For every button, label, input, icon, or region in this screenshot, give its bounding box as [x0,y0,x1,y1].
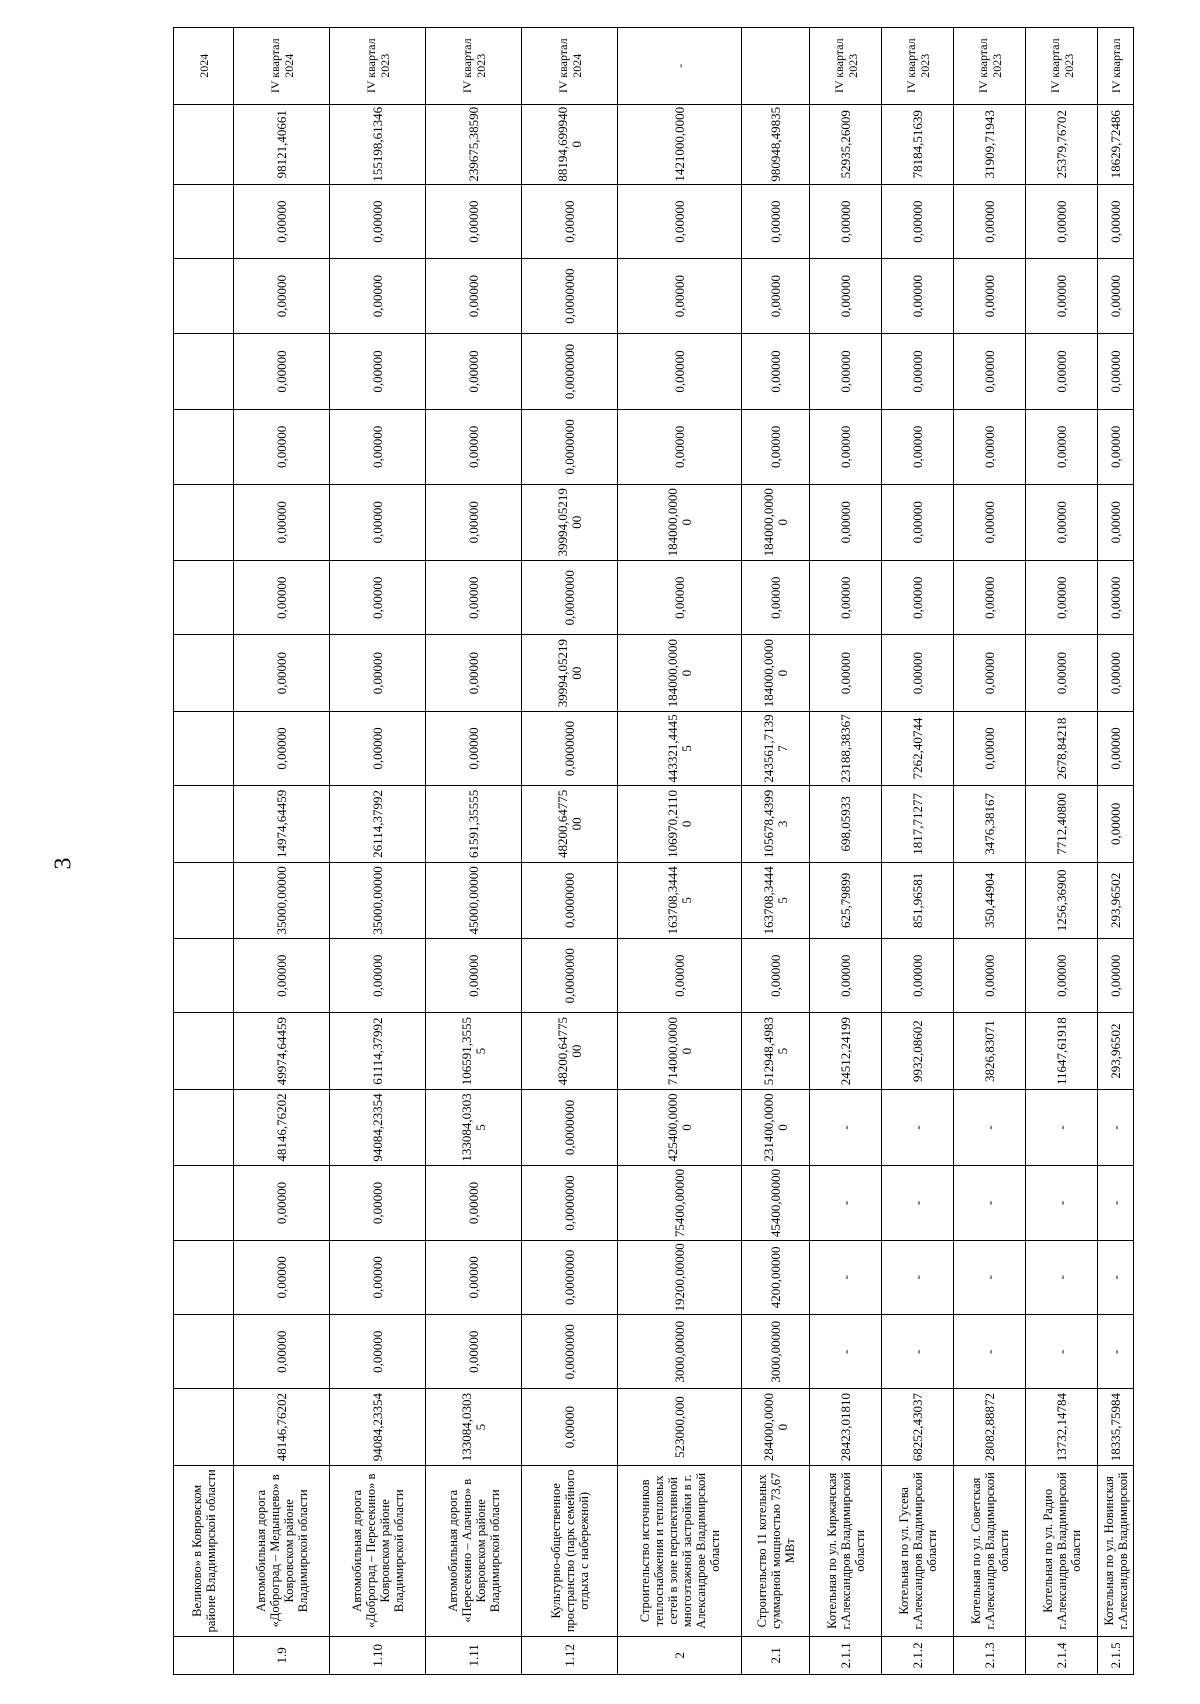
amount-cell: 94084,23354 [330,1389,426,1465]
amount-cell: 0,00000 [426,711,522,785]
table-row [174,28,234,1675]
amount-cell: 0,00000 [954,484,1026,560]
amount-cell: 25379,76702 [1026,104,1098,184]
object-name: Автомобильная дорога «Пересекино – Алачино» в Ковровском районе Владимирской области [426,1465,522,1636]
amount-cell: 45000,00000 [426,862,522,938]
object-name: Котельная по ул. Киржачская г.Александров Владимирской области [810,1465,882,1636]
amount-cell: 48146,76202 [234,1089,330,1165]
amount-cell: 0,0000000 [522,1089,618,1165]
amount-cell: 0,00000 [522,1389,618,1465]
amount-cell: 239675,38590 [426,104,522,184]
amount-cell: 0,00000 [234,1315,330,1389]
amount-cell: 0,00000 [618,259,742,333]
amount-cell: 106970,21100 [618,786,742,862]
amount-cell: - [882,1166,954,1240]
amount-cell: 1421000,0000 [618,104,742,184]
row-number: 1.9 [234,1636,330,1674]
amount-cell: 133084,03035 [426,1389,522,1465]
amount-cell: 714000,00000 [618,1013,742,1089]
amount-cell: 0,00000 [618,561,742,635]
amount-cell: 0,00000 [810,410,882,484]
amount-cell: - [810,1240,882,1314]
amount-cell: 184000,00000 [742,635,810,711]
amount-cell: 0,00000 [810,484,882,560]
amount-cell: 0,00000 [882,939,954,1013]
object-name: Строительство источников теплоснабжения и тепловых сетей в зоне перспективной многоэтажной застройки в г. Александрове Владимирской области [618,1465,742,1636]
completion-date-cell [742,28,810,105]
amount-cell [174,1166,234,1240]
amount-cell: 0,0000000 [522,410,618,484]
amount-cell: 0,00000 [234,1166,330,1240]
amount-cell: 0,0000000 [522,939,618,1013]
amount-cell: - [882,1089,954,1165]
amount-cell: - [1098,1240,1134,1314]
amount-cell: 0,00000 [426,484,522,560]
amount-cell: 105678,43993 [742,786,810,862]
object-name: Автомобильная дорога «Доброград – Пересекино» в Ковровском районе Владимирской области [330,1465,426,1636]
amount-cell: 68252,43037 [882,1389,954,1465]
amount-cell: 0,00000 [234,410,330,484]
amount-cell: 26114,37992 [330,786,426,862]
amount-cell: 14974,64459 [234,786,330,862]
amount-cell: 0,00000 [742,561,810,635]
amount-cell: - [1098,1089,1134,1165]
amount-cell: 0,00000 [330,1166,426,1240]
budget-table [173,27,1134,1675]
amount-cell: 0,00000 [330,1315,426,1389]
table-row [618,28,742,1675]
amount-cell: 243561,71397 [742,711,810,785]
amount-cell [174,1013,234,1089]
amount-cell: 0,00000 [882,410,954,484]
table-row [330,28,426,1675]
amount-cell: 0,00000 [522,184,618,258]
amount-cell: 24512,24199 [810,1013,882,1089]
amount-cell: 0,00000 [1026,561,1098,635]
amount-cell: 293,96502 [1098,1013,1134,1089]
row-number: 2.1.3 [954,1636,1026,1674]
amount-cell: 231400,00000 [742,1089,810,1165]
amount-cell: 0,00000 [426,939,522,1013]
amount-cell: 0,00000 [426,561,522,635]
amount-cell: 0,00000 [1026,484,1098,560]
amount-cell: 0,00000 [882,184,954,258]
amount-cell: 3826,83071 [954,1013,1026,1089]
amount-cell: 0,00000 [234,711,330,785]
object-name: Культурно-общественное пространство (парк семейного отдыха с набережной) [522,1465,618,1636]
row-number [174,1636,234,1674]
amount-cell: 0,00000 [882,259,954,333]
amount-cell: 0,00000 [426,333,522,409]
amount-cell: - [1026,1240,1098,1314]
table-row [426,28,522,1675]
amount-cell: 0,00000 [234,484,330,560]
amount-cell: 698,05933 [810,786,882,862]
completion-date-cell: IV квартал 2023 [1026,28,1098,105]
amount-cell: 0,00000 [330,410,426,484]
amount-cell: 163708,34445 [618,862,742,938]
amount-cell: 3000,00000 [742,1315,810,1389]
amount-cell: 0,00000 [1098,561,1134,635]
table-row [1098,28,1134,1675]
amount-cell: 0,00000 [954,259,1026,333]
amount-cell: 88194,6999400 [522,104,618,184]
row-number: 2.1.5 [1098,1636,1134,1674]
amount-cell: 0,00000 [882,484,954,560]
amount-cell: 184000,00000 [618,484,742,560]
amount-cell: 0,00000 [954,184,1026,258]
amount-cell: 0,00000 [330,711,426,785]
amount-cell: 35000,00000 [330,862,426,938]
amount-cell: 0,0000000 [522,1166,618,1240]
row-number: 2.1.1 [810,1636,882,1674]
amount-cell: 0,00000 [810,561,882,635]
completion-date-cell: - [618,28,742,105]
amount-cell: 0,00000 [742,184,810,258]
amount-cell: 13732,14784 [1026,1389,1098,1465]
amount-cell [174,410,234,484]
amount-cell: 2678,84218 [1026,711,1098,785]
amount-cell: 48200,6477500 [522,786,618,862]
amount-cell: 0,00000 [330,1240,426,1314]
amount-cell [174,939,234,1013]
amount-cell: 0,00000 [1026,184,1098,258]
amount-cell: 0,00000 [810,939,882,1013]
amount-cell: 0,0000000 [522,711,618,785]
amount-cell: 7712,40800 [1026,786,1098,862]
amount-cell: - [810,1089,882,1165]
amount-cell [174,1315,234,1389]
row-number: 2.1 [742,1636,810,1674]
completion-date-cell: IV квартал 2024 [522,28,618,105]
amount-cell: 523000,000 [618,1389,742,1465]
amount-cell: - [1098,1315,1134,1389]
amount-cell: 61591,35555 [426,786,522,862]
amount-cell: 98121,40661 [234,104,330,184]
amount-cell: 49974,64459 [234,1013,330,1089]
amount-cell: 0,0000000 [522,259,618,333]
table-row [954,28,1026,1675]
table-row [1026,28,1098,1675]
amount-cell: 0,00000 [234,333,330,409]
row-number: 1.10 [330,1636,426,1674]
amount-cell: 0,00000 [618,410,742,484]
amount-cell: 35000,00000 [234,862,330,938]
completion-date-cell: IV квартал 2023 [954,28,1026,105]
amount-cell: 0,00000 [1026,410,1098,484]
amount-cell [174,711,234,785]
amount-cell: 0,00000 [882,333,954,409]
amount-cell: 0,00000 [330,561,426,635]
object-name: Котельная по ул. Радио г.Александров Владимирской области [1026,1465,1098,1636]
amount-cell: 0,00000 [1098,410,1134,484]
amount-cell: 11647,61918 [1026,1013,1098,1089]
amount-cell: 512948,49835 [742,1013,810,1089]
amount-cell: 0,00000 [426,1315,522,1389]
amount-cell: 0,00000 [330,259,426,333]
amount-cell: - [882,1315,954,1389]
amount-cell: 0,00000 [618,939,742,1013]
amount-cell: 0,00000 [810,333,882,409]
amount-cell: 0,00000 [742,410,810,484]
amount-cell [174,1240,234,1314]
amount-cell: 23188,38367 [810,711,882,785]
amount-cell: 0,00000 [426,635,522,711]
amount-cell: 28423,01810 [810,1389,882,1465]
amount-cell: 0,00000 [954,561,1026,635]
amount-cell: 0,00000 [1026,939,1098,1013]
table-row [522,28,618,1675]
amount-cell: 4200,00000 [742,1240,810,1314]
amount-cell: 0,0000000 [522,862,618,938]
amount-cell: 3476,38167 [954,786,1026,862]
row-number: 1.11 [426,1636,522,1674]
amount-cell: - [1098,1166,1134,1240]
amount-cell: 0,00000 [330,484,426,560]
amount-cell: 0,00000 [426,1240,522,1314]
amount-cell: 0,00000 [1098,711,1134,785]
rotated-table-container [173,27,1133,1675]
object-name: Котельная по ул. Гусева г.Александров Владимирской области [882,1465,954,1636]
completion-date-cell: IV квартал [1098,28,1134,105]
amount-cell: 0,00000 [954,635,1026,711]
amount-cell: 31909,71943 [954,104,1026,184]
amount-cell: - [810,1166,882,1240]
completion-date-cell: IV квартал 2023 [810,28,882,105]
amount-cell: 625,79899 [810,862,882,938]
amount-cell: 0,00000 [1098,635,1134,711]
amount-cell: 61114,37992 [330,1013,426,1089]
object-name: Великово» в Ковровском районе Владимирской области [174,1465,234,1636]
amount-cell [174,104,234,184]
row-number: 2.1.2 [882,1636,954,1674]
amount-cell: 75400,00000 [618,1166,742,1240]
amount-cell [174,786,234,862]
amount-cell: 0,00000 [1098,484,1134,560]
amount-cell: 0,00000 [426,1166,522,1240]
amount-cell: 851,96581 [882,862,954,938]
amount-cell: 163708,34445 [742,862,810,938]
amount-cell: 133084,03035 [426,1089,522,1165]
amount-cell: 1256,36900 [1026,862,1098,938]
amount-cell: 0,0000000 [522,333,618,409]
page-number: 3 [50,857,77,870]
amount-cell: 52935,26009 [810,104,882,184]
amount-cell: 106591,35555 [426,1013,522,1089]
amount-cell [174,1389,234,1465]
amount-cell: 0,00000 [742,333,810,409]
amount-cell: - [882,1240,954,1314]
object-name: Строительство 11 котельных суммарной мощностью 73,67 МВт [742,1465,810,1636]
amount-cell: 0,00000 [1098,259,1134,333]
amount-cell [174,635,234,711]
amount-cell: 19200,00000 [618,1240,742,1314]
amount-cell: 0,00000 [954,711,1026,785]
amount-cell: 0,0000000 [522,1315,618,1389]
object-name: Котельная по ул. Новинская г.Александров Владимирской [1098,1465,1134,1636]
amount-cell: 78184,51639 [882,104,954,184]
amount-cell: 0,00000 [234,259,330,333]
amount-cell: 0,00000 [1098,333,1134,409]
amount-cell: 3000,00000 [618,1315,742,1389]
amount-cell [174,333,234,409]
amount-cell: - [954,1166,1026,1240]
amount-cell: 1817,71277 [882,786,954,862]
amount-cell: 0,00000 [426,259,522,333]
completion-date-cell: IV квартал 2024 [234,28,330,105]
amount-cell: 18629,72486 [1098,104,1134,184]
amount-cell: 28082,88872 [954,1389,1026,1465]
amount-cell: 0,00000 [954,939,1026,1013]
object-name: Автомобильная дорога «Доброград – Медынцево» в Ковровском районе Владимирской области [234,1465,330,1636]
amount-cell: - [1026,1166,1098,1240]
completion-date-cell: IV квартал 2023 [426,28,522,105]
row-number: 1.12 [522,1636,618,1674]
amount-cell: 0,00000 [234,561,330,635]
amount-cell: 0,00000 [882,635,954,711]
row-number: 2.1.4 [1026,1636,1098,1674]
completion-date-cell: 2024 [174,28,234,105]
completion-date-cell: IV квартал 2023 [882,28,954,105]
amount-cell: 9932,08602 [882,1013,954,1089]
amount-cell: 0,00000 [810,184,882,258]
amount-cell: 443321,44455 [618,711,742,785]
amount-cell: 0,00000 [330,184,426,258]
amount-cell: 0,00000 [426,410,522,484]
amount-cell: 0,00000 [882,561,954,635]
amount-cell: 94084,23354 [330,1089,426,1165]
amount-cell: - [1026,1089,1098,1165]
amount-cell: 980948,49835 [742,104,810,184]
amount-cell: 0,00000 [234,939,330,1013]
table-row [742,28,810,1675]
amount-cell [174,561,234,635]
amount-cell: 184000,00000 [618,635,742,711]
amount-cell: 0,00000 [1026,333,1098,409]
amount-cell: 0,00000 [810,259,882,333]
amount-cell: 0,00000 [1098,184,1134,258]
amount-cell: 0,00000 [234,1240,330,1314]
amount-cell: 293,96502 [1098,862,1134,938]
amount-cell: - [954,1240,1026,1314]
amount-cell: 7262,40744 [882,711,954,785]
amount-cell: 0,00000 [742,939,810,1013]
row-number: 2 [618,1636,742,1674]
amount-cell: - [1026,1315,1098,1389]
amount-cell: 184000,00000 [742,484,810,560]
table-row [882,28,954,1675]
amount-cell: 0,00000 [1026,259,1098,333]
amount-cell: 0,0000000 [522,1240,618,1314]
amount-cell: 284000,00000 [742,1389,810,1465]
amount-cell: 48200,6477500 [522,1013,618,1089]
amount-cell: 0,00000 [810,635,882,711]
amount-cell: 0,00000 [1098,786,1134,862]
amount-cell: 0,00000 [330,635,426,711]
amount-cell [174,862,234,938]
table-row [234,28,330,1675]
amount-cell: 425400,00000 [618,1089,742,1165]
amount-cell: 350,44904 [954,862,1026,938]
amount-cell: 45400,00000 [742,1166,810,1240]
amount-cell: 18335,75984 [1098,1389,1134,1465]
amount-cell: - [954,1315,1026,1389]
amount-cell [174,484,234,560]
amount-cell: 48146,76202 [234,1389,330,1465]
amount-cell: 0,0000000 [522,561,618,635]
amount-cell: 0,00000 [618,184,742,258]
amount-cell [174,1089,234,1165]
amount-cell [174,259,234,333]
object-name: Котельная по ул. Советская г.Александров Владимирской области [954,1465,1026,1636]
table-row [810,28,882,1675]
amount-cell: 0,00000 [426,184,522,258]
amount-cell: 0,00000 [234,184,330,258]
amount-cell: 0,00000 [954,410,1026,484]
amount-cell: 0,00000 [954,333,1026,409]
amount-cell: - [954,1089,1026,1165]
amount-cell: 39994,0521900 [522,484,618,560]
amount-cell: 0,00000 [1026,635,1098,711]
amount-cell: 39994,0521900 [522,635,618,711]
amount-cell: 0,00000 [330,939,426,1013]
amount-cell: 0,00000 [618,333,742,409]
amount-cell: - [810,1315,882,1389]
amount-cell [174,184,234,258]
amount-cell: 0,00000 [742,259,810,333]
amount-cell: 0,00000 [1098,939,1134,1013]
amount-cell: 155198,61346 [330,104,426,184]
amount-cell: 0,00000 [234,635,330,711]
amount-cell: 0,00000 [330,333,426,409]
completion-date-cell: IV квартал 2023 [330,28,426,105]
